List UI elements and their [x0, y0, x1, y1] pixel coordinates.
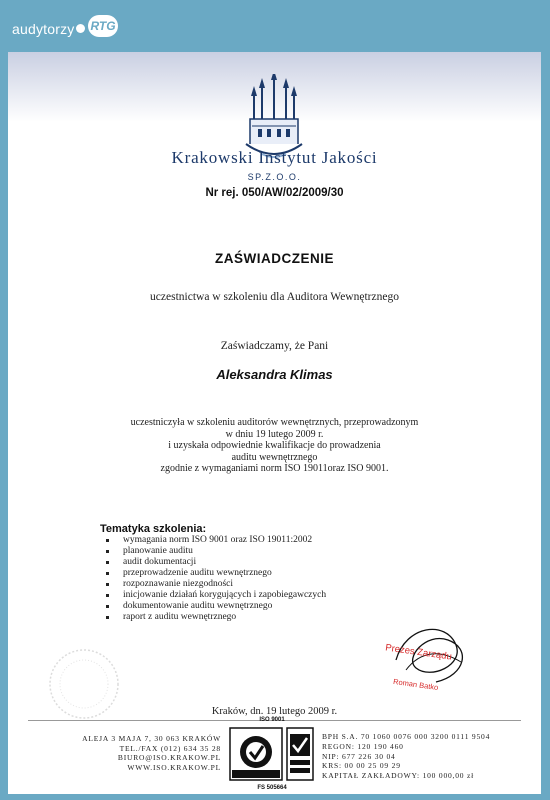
list-item: dokumentowanie auditu wewnętrznego: [103, 601, 326, 612]
topics-heading: Tematyka szkolenia:: [100, 523, 207, 535]
body-line: uczestniczyła w szkoleniu auditorów wewnętrznych, przeprowadzonym: [130, 417, 419, 428]
body-line: i uzyskała odpowiednie kwalifikacje do prowadzenia: [168, 440, 381, 451]
company-line: NIP: 677 226 30 04: [322, 751, 396, 761]
certificate-subtitle: uczestnictwa w szkoleniu dla Auditora Wewnętrznego: [150, 291, 399, 303]
company-line: REGON: 120 190 460: [322, 741, 404, 751]
list-item: audit dokumentacji: [103, 557, 326, 568]
body-line: w dniu 19 lutego 2009 r.: [225, 428, 324, 440]
legal-form: SP.Z.O.O.: [247, 172, 302, 182]
certificate-document: [8, 52, 541, 794]
list-item: przeprowadzenie auditu wewnętrznego: [103, 568, 326, 579]
list-item: raport z auditu wewnętrznego: [103, 612, 326, 623]
company-line: BPH S.A. 70 1060 0076 000 3200 0111 9504: [322, 732, 491, 741]
company-line: KRS: 00 00 25 09 29: [322, 761, 401, 771]
iso-label: ISO 9001: [259, 717, 285, 723]
place-date: Kraków, dn. 19 lutego 2009 r.: [211, 706, 338, 717]
body-line: zgodnie z wymaganiami norm ISO 19011oraz ISO 9001.: [160, 463, 389, 474]
institution-name: Krakowski Instytut Jakości: [171, 148, 378, 167]
recipient-name: Aleksandra Klimas: [216, 367, 333, 382]
registration-number: Nr rej. 050/AW/02/2009/30: [205, 187, 344, 199]
body-line: auditu wewnętrznego: [231, 451, 318, 463]
stamp-name: Roman Batko: [392, 676, 439, 693]
certificate-body: [8, 417, 541, 475]
certification-marks-icon: [229, 726, 315, 784]
declaration-line: Zaświadczamy, że Pani: [220, 340, 329, 352]
address-line: WWW.ISO.KRAKOW.PL: [127, 762, 221, 772]
certificate-number: FS 505664: [257, 785, 287, 791]
site-header: [0, 0, 550, 52]
address-line: BIURO@ISO.KRAKOW.PL: [117, 753, 221, 762]
certificate-title: ZAŚWIADCZENIE: [215, 251, 334, 266]
address-block: [28, 734, 221, 772]
brand-dot-icon: [76, 24, 85, 33]
brand-badge: RTG: [88, 15, 118, 37]
certification-logos: [229, 717, 315, 794]
address-line: TEL./FAX (012) 634 35 28: [119, 743, 221, 753]
brand-name: audytorzy: [12, 21, 75, 37]
company-details: [322, 732, 537, 781]
list-item: planowanie auditu: [103, 546, 326, 557]
stamp-role: Prezes Zarządu: [384, 642, 453, 663]
address-line: ALEJA 3 MAJA 7, 30 063 KRAKÓW: [82, 734, 221, 743]
list-item: inicjowanie działań korygujących i zapobiegawczych: [103, 590, 326, 601]
list-item: wymagania norm ISO 9001 oraz ISO 19011:2002: [103, 535, 326, 546]
topics-list: [103, 535, 326, 623]
list-item: rozpoznawanie niezgodności: [103, 579, 326, 590]
company-line: KAPITAŁ ZAKŁADOWY: 100 000,00 zł: [322, 771, 475, 781]
